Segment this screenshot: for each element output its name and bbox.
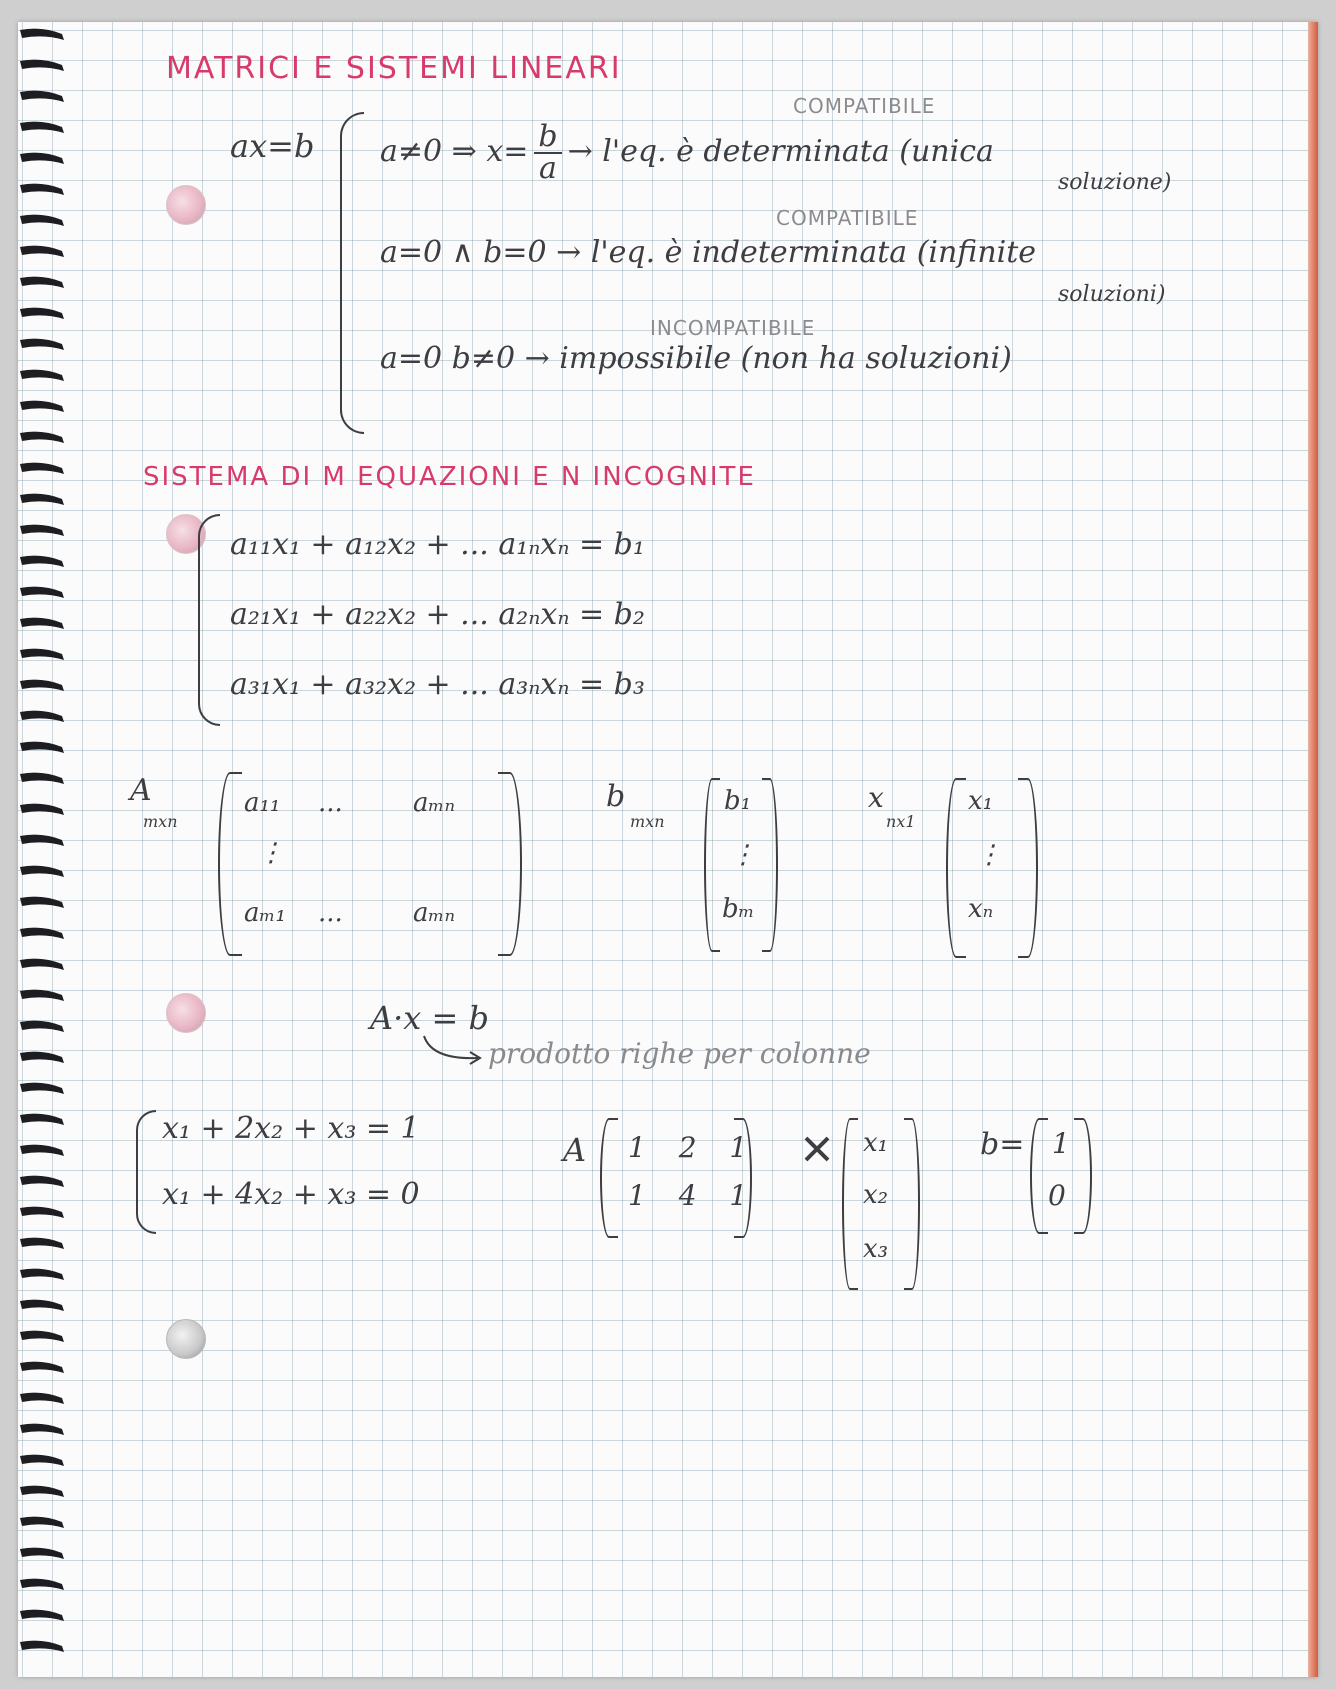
page-edge bbox=[1308, 22, 1318, 1677]
spiral-coil bbox=[20, 1238, 64, 1249]
matrix-x-dots: ⋮ bbox=[976, 840, 1002, 870]
arrow-icon bbox=[418, 1032, 498, 1072]
spiral-coil bbox=[20, 215, 64, 226]
case-1-result: → l'eq. è determinata (unica bbox=[567, 134, 994, 169]
matrix-a-top-right: aₘₙ bbox=[413, 788, 455, 818]
spiral-coil bbox=[20, 463, 64, 474]
matrix-a-dots: ... bbox=[318, 788, 343, 818]
example-eq: x₁ + 2x₂ + x₃ = 1 bbox=[162, 1111, 420, 1146]
system-row: a₃₁x₁ + a₃₂x₂ + ... a₃ₙxₙ = b₃ bbox=[230, 667, 645, 702]
matrix-a-bottom-right: aₘₙ bbox=[413, 898, 455, 928]
case-1 bbox=[380, 119, 994, 186]
spiral-coil bbox=[20, 277, 64, 288]
paren-right bbox=[498, 772, 522, 956]
spiral-coil bbox=[20, 897, 64, 908]
spiral-coil bbox=[20, 339, 64, 350]
matrix-a-top-left: a₁₁ bbox=[244, 788, 281, 818]
spiral-coil bbox=[20, 1641, 64, 1652]
paren-right bbox=[1018, 778, 1038, 958]
paren-right bbox=[1074, 1118, 1092, 1234]
case-1-condition: a≠0 ⇒ x= bbox=[380, 134, 529, 169]
spiral-coil bbox=[20, 29, 64, 40]
punch-hole bbox=[166, 1319, 206, 1359]
case-label: COMPATIBILE bbox=[776, 206, 919, 230]
case-2-result-cont: soluzioni) bbox=[1058, 282, 1166, 307]
spiral-coil bbox=[20, 618, 64, 629]
matrix-a-name: A bbox=[130, 773, 152, 808]
paren-left bbox=[600, 1118, 618, 1238]
example-a-row: 1 4 1 bbox=[628, 1179, 760, 1212]
example-b-entry: 1 bbox=[1052, 1127, 1070, 1160]
spiral-coil bbox=[20, 1393, 64, 1404]
spiral-coil bbox=[20, 1455, 64, 1466]
product-expression: A·x = b bbox=[370, 999, 489, 1037]
spiral-coil bbox=[20, 370, 64, 381]
spiral-coil bbox=[20, 711, 64, 722]
case-1-result-cont: soluzione) bbox=[1058, 170, 1172, 195]
section-title: MATRICI E SISTEMI LINEARI bbox=[166, 51, 622, 86]
matrix-a-vdots: ⋮ bbox=[258, 838, 284, 868]
spiral-coil bbox=[20, 742, 64, 753]
spiral-coil bbox=[20, 1145, 64, 1156]
punch-hole bbox=[166, 185, 206, 225]
system-brace bbox=[198, 514, 220, 726]
spiral-coil bbox=[20, 835, 64, 846]
spiral-coil bbox=[20, 866, 64, 877]
spiral-coil bbox=[20, 246, 64, 257]
spiral-coil bbox=[20, 184, 64, 195]
spiral-coil bbox=[20, 1083, 64, 1094]
paren-right bbox=[762, 778, 778, 952]
matrix-a-dims: mxn bbox=[143, 812, 178, 831]
spiral-coil bbox=[20, 959, 64, 970]
cases-brace bbox=[340, 112, 364, 434]
case-label: COMPATIBILE bbox=[793, 94, 936, 118]
paren-left bbox=[946, 778, 966, 958]
spiral-coil bbox=[20, 494, 64, 505]
matrix-b-name: b bbox=[606, 779, 626, 814]
paren-left bbox=[1030, 1118, 1048, 1234]
spiral-coil bbox=[20, 1424, 64, 1435]
spiral-coil bbox=[20, 525, 64, 536]
matrix-b-bottom: bₘ bbox=[722, 894, 755, 924]
spiral-coil bbox=[20, 649, 64, 660]
spiral-coil bbox=[20, 1021, 64, 1032]
spiral-binding bbox=[18, 22, 88, 1677]
spiral-coil bbox=[20, 1269, 64, 1280]
example-a-row: 1 2 1 bbox=[628, 1131, 760, 1164]
example-b-label: b= bbox=[980, 1127, 1025, 1162]
spiral-coil bbox=[20, 1486, 64, 1497]
fraction-numerator: b bbox=[534, 122, 561, 154]
system-row: a₁₁x₁ + a₁₂x₂ + ... a₁ₙxₙ = b₁ bbox=[230, 527, 645, 562]
matrix-b-dots: ⋮ bbox=[730, 840, 756, 870]
spiral-coil bbox=[20, 1207, 64, 1218]
spiral-coil bbox=[20, 773, 64, 784]
system-row: a₂₁x₁ + a₂₂x₂ + ... a₂ₙxₙ = b₂ bbox=[230, 597, 645, 632]
example-x-entry: x₃ bbox=[863, 1234, 889, 1264]
fraction bbox=[534, 119, 561, 186]
spiral-coil bbox=[20, 432, 64, 443]
example-eq: x₁ + 4x₂ + x₃ = 0 bbox=[162, 1177, 420, 1212]
matrix-b-dims: mxn bbox=[630, 812, 665, 831]
main-equation: ax=b bbox=[230, 127, 315, 165]
spiral-coil bbox=[20, 928, 64, 939]
section-title: SISTEMA DI M EQUAZIONI E N INCOGNITE bbox=[143, 462, 756, 492]
spiral-coil bbox=[20, 1362, 64, 1373]
example-brace bbox=[136, 1110, 156, 1234]
example-x-entry: x₁ bbox=[863, 1128, 889, 1158]
spiral-coil bbox=[20, 153, 64, 164]
notebook-page bbox=[18, 22, 1318, 1677]
spiral-coil bbox=[20, 1052, 64, 1063]
paren-left bbox=[704, 778, 720, 952]
punch-hole bbox=[166, 993, 206, 1033]
spiral-coil bbox=[20, 1548, 64, 1559]
spiral-coil bbox=[20, 587, 64, 598]
spiral-coil bbox=[20, 804, 64, 815]
spiral-coil bbox=[20, 122, 64, 133]
matrix-x-dims: nx1 bbox=[886, 812, 916, 831]
case-label: INCOMPATIBILE bbox=[650, 316, 816, 340]
paren-left bbox=[842, 1118, 858, 1290]
spiral-coil bbox=[20, 91, 64, 102]
spiral-coil bbox=[20, 1610, 64, 1621]
product-note: prodotto righe per colonne bbox=[488, 1037, 871, 1070]
cross-out-mark bbox=[802, 1134, 832, 1164]
matrix-a-bottom-left: aₘ₁ bbox=[244, 898, 286, 928]
example-x-entry: x₂ bbox=[863, 1180, 889, 1210]
matrix-x-top: x₁ bbox=[968, 786, 994, 816]
spiral-coil bbox=[20, 1300, 64, 1311]
spiral-coil bbox=[20, 60, 64, 71]
spiral-coil bbox=[20, 308, 64, 319]
paren-right bbox=[904, 1118, 920, 1290]
spiral-coil bbox=[20, 1331, 64, 1342]
spiral-coil bbox=[20, 990, 64, 1001]
matrix-x-bottom: xₙ bbox=[968, 894, 994, 924]
matrix-x-name: x bbox=[868, 781, 884, 814]
spiral-coil bbox=[20, 1176, 64, 1187]
spiral-coil bbox=[20, 1517, 64, 1528]
spiral-coil bbox=[20, 401, 64, 412]
example-a-name: A bbox=[563, 1131, 587, 1169]
paren-left bbox=[218, 772, 242, 956]
spiral-coil bbox=[20, 680, 64, 691]
case-3: a=0 b≠0 → impossibile (non ha soluzioni) bbox=[380, 341, 1012, 376]
example-b-entry: 0 bbox=[1048, 1179, 1066, 1212]
spiral-coil bbox=[20, 556, 64, 567]
matrix-a-dots: ... bbox=[318, 898, 343, 928]
spiral-coil bbox=[20, 1114, 64, 1125]
spiral-coil bbox=[20, 1579, 64, 1590]
matrix-b-top: b₁ bbox=[724, 786, 752, 816]
fraction-denominator: a bbox=[539, 151, 557, 186]
case-2: a=0 ∧ b=0 → l'eq. è indeterminata (infinite bbox=[380, 235, 1037, 270]
